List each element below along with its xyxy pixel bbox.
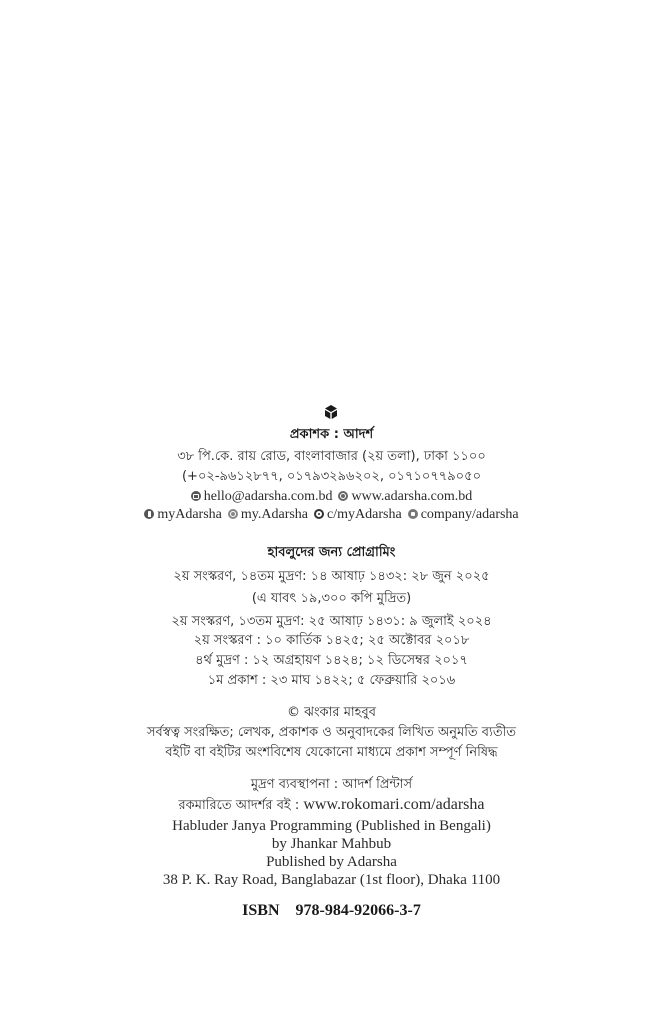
print-management: মুদ্রণ ব্যবস্থাপনা : আদর্শ প্রিন্টার্স — [250, 777, 413, 792]
facebook-link[interactable]: myAdarsha — [157, 507, 222, 522]
edition-line: ২য় সংস্করণ, ১৪তম মুদ্রণ: ১৪ আষাঢ় ১৪৩২: ২৮ জুন ২০২৫ — [173, 569, 490, 584]
contact-line — [0, 490, 663, 504]
rights-notice-line2: বইটি বা বইটির অংশবিশেষ যেকোনো মাধ্যমে প্রকাশ সম্পূর্ণ নিষিদ্ধ — [165, 745, 498, 760]
english-publisher: Published by Adarsha — [266, 854, 397, 870]
publisher-label: প্রকাশক : আদর্শ — [289, 427, 374, 442]
edition-line: ১ম প্রকাশ : ২৩ মাঘ ১৪২২; ৫ ফেব্রুয়ারি ২০১৬ — [207, 673, 456, 688]
linkedin-icon — [408, 509, 418, 519]
email-link[interactable]: hello@adarsha.com.bd — [203, 489, 333, 504]
rights-notice-line1: সর্বস্বত্ব সংরক্ষিত; লেখক, প্রকাশক ও অনুবাদকের লিখিত অনুমতি ব্যতীত — [146, 725, 517, 740]
instagram-icon — [228, 509, 238, 519]
website-link[interactable]: www.adarsha.com.bd — [351, 489, 473, 504]
youtube-link[interactable]: c/myAdarsha — [327, 507, 402, 522]
adarsha-logo-icon — [323, 404, 339, 420]
english-address: 38 P. K. Ray Road, Banglabazar (1st floor), Dhaka 1100 — [162, 872, 501, 888]
instagram-link[interactable]: my.Adarsha — [240, 507, 309, 522]
phone-icon: ( — [181, 469, 188, 484]
print-count: (এ যাবৎ ১৯,৩০০ কপি মুদ্রিত) — [251, 591, 412, 606]
english-author: by Jhankar Mahbub — [271, 836, 392, 852]
edition-line: ২য় সংস্করণ : ১০ কার্তিক ১৪২৫; ২৫ অক্টোবর ২০১৮ — [193, 633, 470, 648]
edition-line: ৪র্থ মুদ্রণ : ১২ অগ্রহায়ণ ১৪২৪; ১২ ডিসেম্বর ২০১৭ — [195, 653, 468, 668]
publisher-address: ৩৮ পি.কে. রায় রোড, বাংলাবাজার (২য় তলা), ঢাকা ১১০০ — [177, 449, 486, 464]
social-line — [0, 508, 663, 522]
english-title: Habluder Janya Programming (Published in Bengali) — [172, 818, 491, 834]
isbn: ISBN 978-984-92066-3-7 — [242, 902, 421, 919]
book-title: হাবলুদের জন্য প্রোগ্রামিং — [267, 545, 396, 560]
rokomari-link[interactable]: www.rokomari.com/adarsha — [303, 796, 485, 813]
linkedin-link[interactable]: company/adarsha — [420, 507, 519, 522]
youtube-icon — [314, 509, 324, 519]
globe-icon — [338, 491, 348, 501]
rokomari-line — [0, 797, 663, 813]
mail-icon — [191, 491, 201, 501]
edition-line: ২য় সংস্করণ, ১৩তম মুদ্রণ: ২৫ আষাঢ় ১৪৩১: ৯ জুলাই ২০২৪ — [171, 614, 492, 629]
rokomari-label: রকমারিতে আদর্শর বই : — [178, 798, 304, 813]
copyright: © ঝংকার মাহবুব — [286, 705, 376, 720]
facebook-icon — [144, 509, 154, 519]
phone-numbers: +০২-৯৬১২৮৭৭, ০১৭৯৩২৯৬২০২, ০১৭১০৭৭৯০৫০ — [187, 469, 482, 484]
publisher-phones — [0, 470, 663, 483]
